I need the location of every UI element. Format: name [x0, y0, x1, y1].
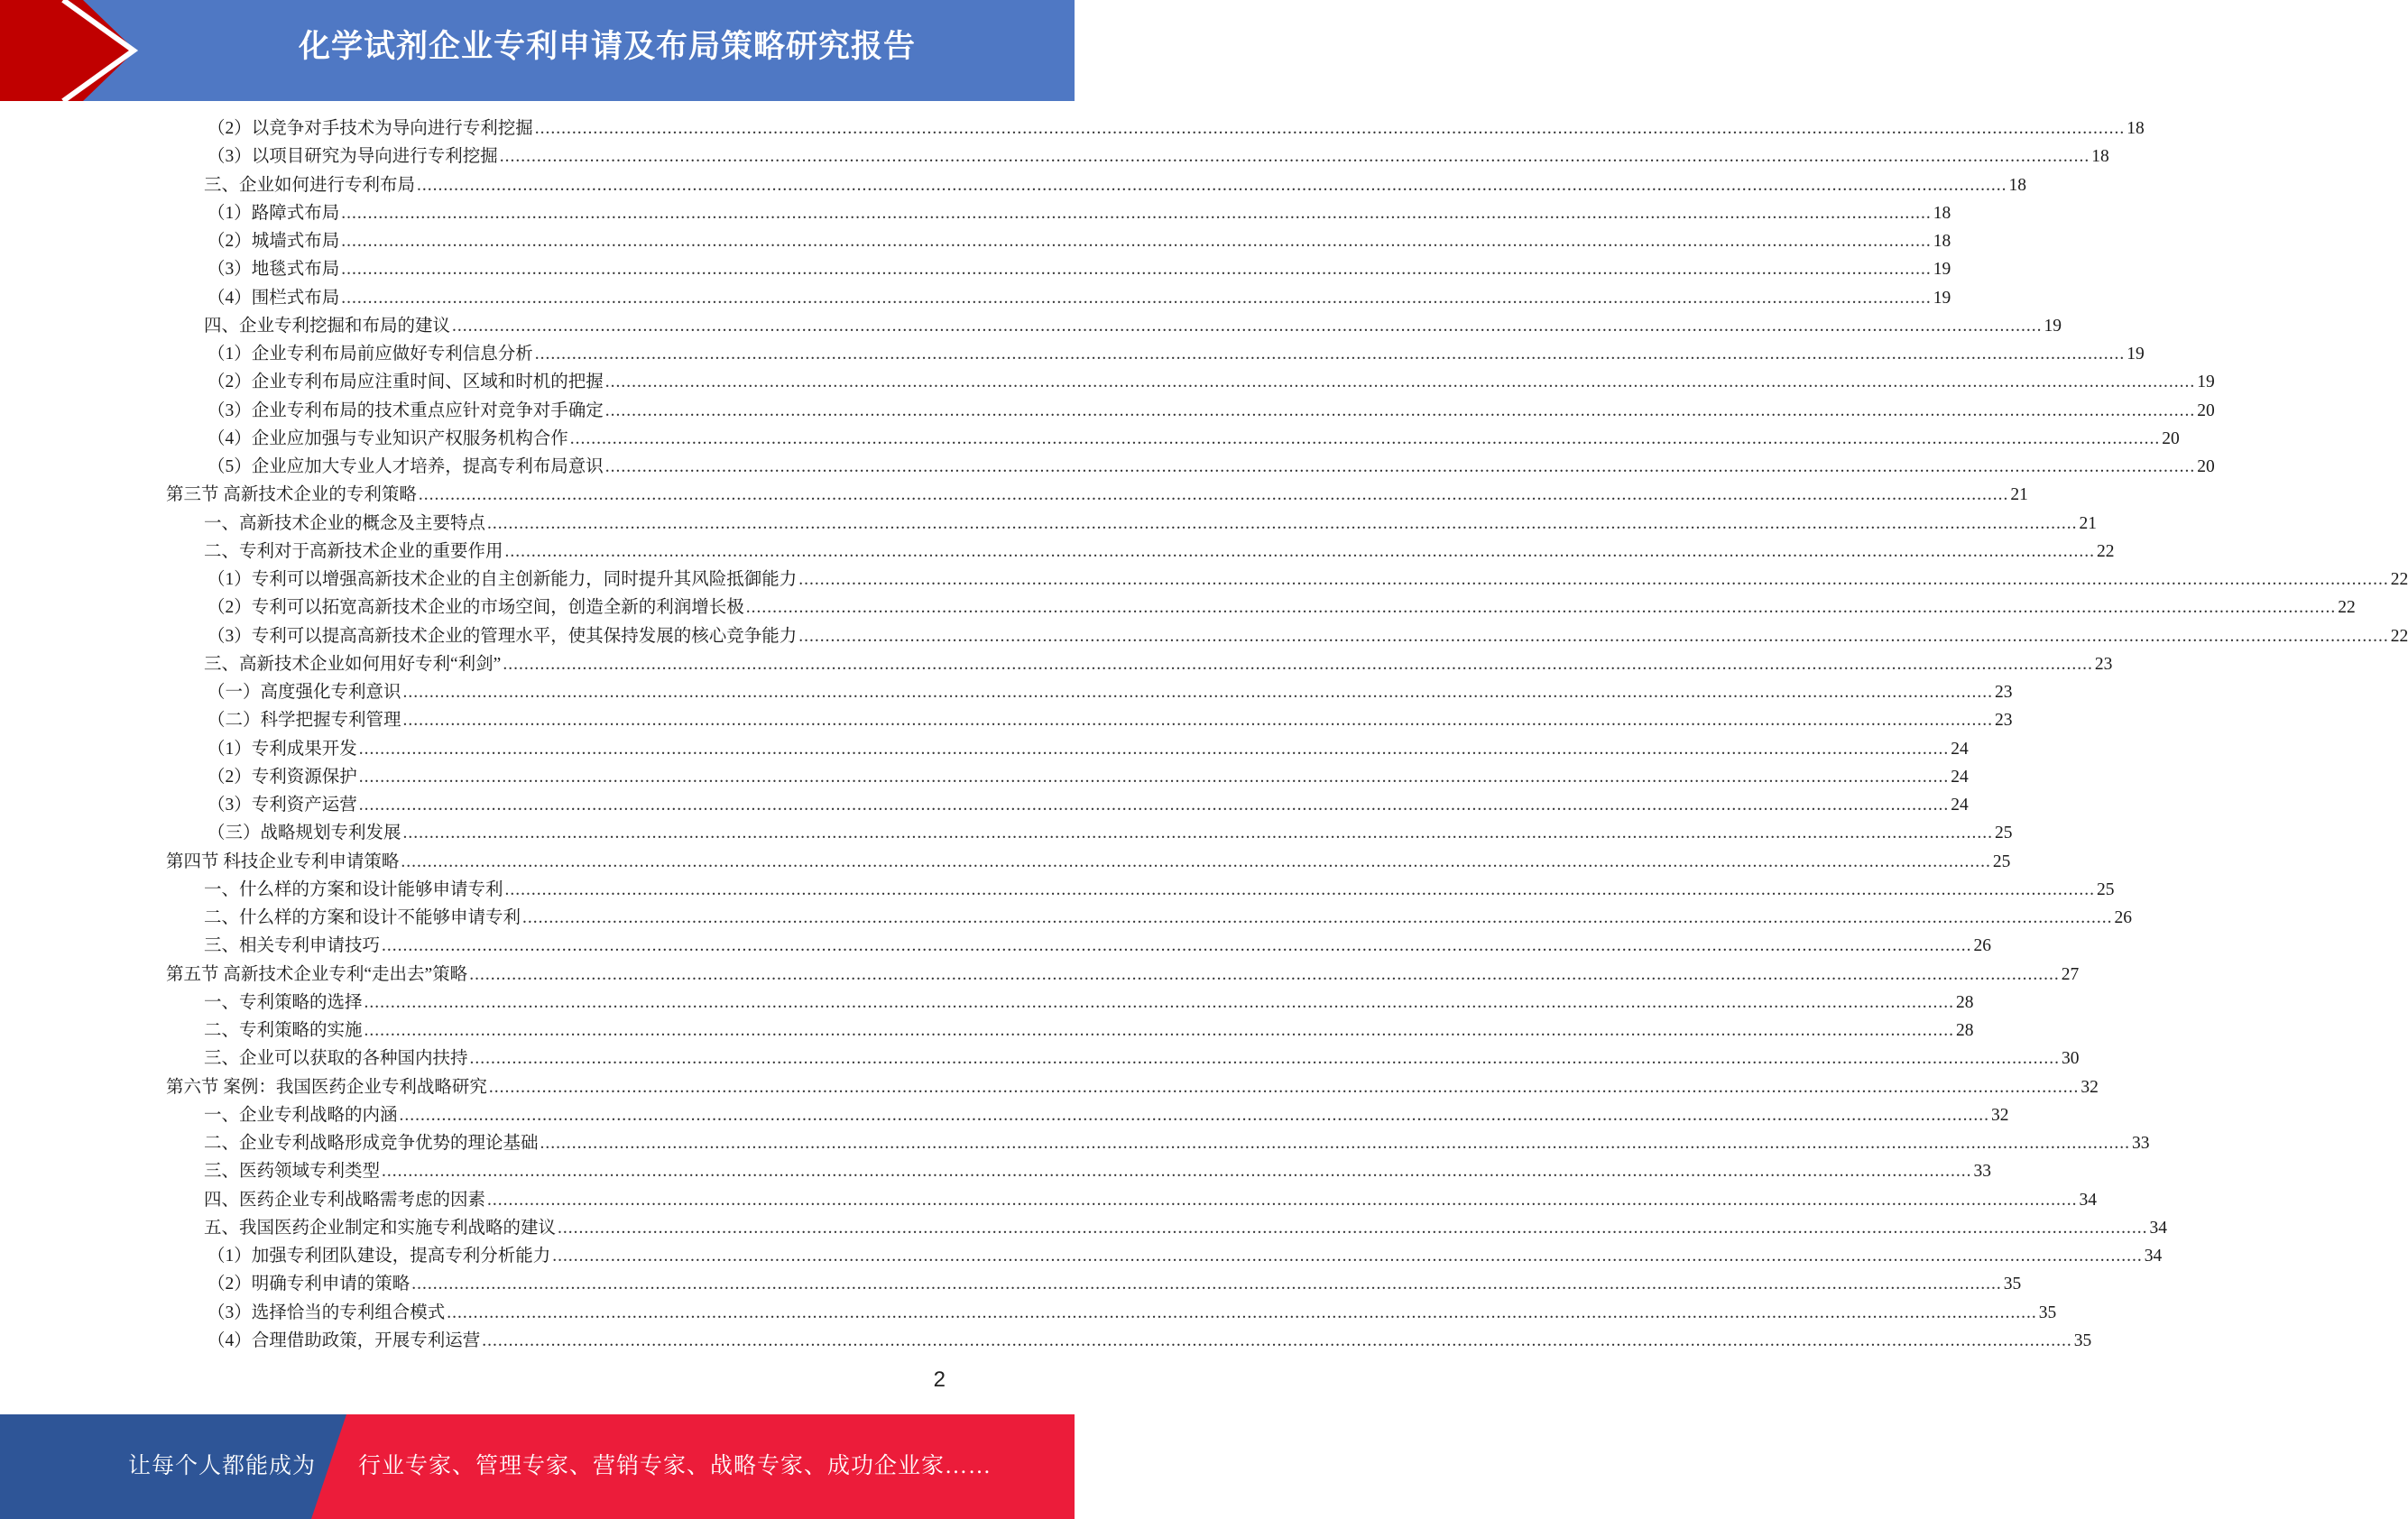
toc-entry[interactable]	[208, 566, 2408, 594]
toc-entry-label: 一、专利策略的选择	[204, 992, 363, 1012]
toc-entry-label: 第五节 高新技术企业专利“走出去”策略	[166, 964, 468, 984]
toc-entry-label: （3）专利资产运营	[208, 796, 357, 815]
toc-entry-label: （1）路障式布局	[208, 203, 340, 223]
toc-entry[interactable]	[208, 397, 2215, 425]
toc-entry[interactable]	[208, 763, 1969, 791]
toc-entry-page: 20	[2197, 400, 2215, 420]
toc-entry-page: 25	[1995, 824, 2013, 843]
toc-leader-dots: ............................................................................................................................................................................................................................................................................................................	[341, 288, 1932, 308]
toc-entry-label: 一、什么样的方案和设计能够申请专利	[204, 879, 503, 899]
toc-entry[interactable]	[208, 791, 1969, 819]
toc-entry-page: 26	[2114, 908, 2133, 927]
toc-entry-page: 19	[2044, 316, 2062, 336]
toc-leader-dots: ............................................................................................................................................................................................................................................................................................................	[402, 824, 1994, 843]
toc-entry-label: （3）企业专利布局的技术重点应针对竞争对手确定	[208, 400, 604, 420]
toc-leader-dots: ............................................................................................................................................................................................................................................................................................................	[534, 345, 2126, 364]
toc-entry-page: 22	[2390, 626, 2408, 646]
toc-entry-page: 20	[2162, 428, 2180, 448]
toc-entry[interactable]	[204, 1045, 2080, 1073]
toc-entry-label: 三、企业可以获取的各种国内扶持	[204, 1049, 468, 1069]
toc-entry-page: 24	[1951, 739, 1969, 759]
toc-entry-page: 19	[1933, 288, 1951, 308]
toc-leader-dots: ............................................................................................................................................................................................................................................................................................................	[569, 428, 2161, 448]
toc-entry[interactable]	[208, 453, 2215, 481]
toc-leader-dots: ............................................................................................................................................................................................................................................................................................................	[499, 147, 2090, 167]
toc-entry[interactable]	[208, 143, 2109, 170]
toc-entry-page: 18	[2127, 119, 2145, 138]
toc-entry[interactable]	[208, 819, 2013, 847]
toc-leader-dots: ............................................................................................................................................................................................................................................................................................................	[540, 1134, 2131, 1153]
toc-leader-dots: ............................................................................................................................................................................................................................................................................................................	[604, 373, 2196, 392]
toc-entry-label: 第六节 案例：我国医药企业专利战略研究	[166, 1077, 487, 1097]
toc-entry[interactable]	[204, 989, 1974, 1017]
toc-entry-label: 二、什么样的方案和设计不能够申请专利	[204, 908, 521, 927]
toc-entry-page: 28	[1956, 992, 1974, 1012]
toc-entry-label: （一）高度强化专利意识	[208, 683, 401, 702]
toc-leader-dots: ............................................................................................................................................................................................................................................................................................................	[402, 711, 1994, 731]
toc-leader-dots: ............................................................................................................................................................................................................................................................................................................	[382, 1162, 1972, 1182]
toc-entry[interactable]	[208, 622, 2408, 650]
toc-entry[interactable]	[204, 932, 1992, 960]
toc-entry[interactable]	[204, 1101, 2009, 1129]
toc-entry-label: 四、企业专利挖掘和布局的建议	[204, 316, 451, 336]
toc-leader-dots: ............................................................................................................................................................................................................................................................................................................	[402, 683, 1994, 702]
toc-entry-label: （2）专利资源保护	[208, 767, 357, 787]
toc-entry-label: （1）专利可以增强高新技术企业的自主创新能力，同时提升其风险抵御能力	[208, 570, 798, 589]
toc-entry[interactable]	[208, 735, 1969, 763]
toc-entry-label: 二、专利策略的实施	[204, 1021, 363, 1040]
toc-leader-dots: ............................................................................................................................................................................................................................................................................................................	[447, 1303, 2037, 1322]
toc-entry-label: 三、高新技术企业如何用好专利“利剑”	[204, 654, 502, 674]
toc-leader-dots: ............................................................................................................................................................................................................................................................................................................	[401, 852, 1991, 871]
toc-entry[interactable]	[204, 876, 2115, 904]
toc-entry-page: 21	[2010, 485, 2028, 505]
toc-entry-page: 28	[1956, 1021, 1974, 1040]
toc-leader-dots: ............................................................................................................................................................................................................................................................................................................	[364, 1021, 1955, 1040]
toc-entry-label: （4）合理借助政策，开展专利运营	[208, 1330, 481, 1350]
toc-leader-dots: ............................................................................................................................................................................................................................................................................................................	[503, 654, 2093, 674]
toc-entry-label: 五、我国医药企业制定和实施专利战略的建议	[204, 1218, 557, 1238]
toc-leader-dots: ............................................................................................................................................................................................................................................................................................................	[418, 485, 2009, 505]
toc-entry[interactable]	[208, 1327, 2092, 1355]
toc-entry-page: 18	[1933, 232, 1951, 251]
toc-entry-label: （2）专利可以拓宽高新技术企业的市场空间，创造全新的利润增长极	[208, 598, 744, 618]
toc-entry[interactable]	[208, 199, 1951, 227]
toc-entry-page: 35	[2038, 1303, 2057, 1322]
toc-entry-page: 21	[2079, 513, 2098, 533]
page-number: 2	[933, 1367, 946, 1392]
toc-entry-label: （1）加强专利团队建设，提高专利分析能力	[208, 1247, 551, 1266]
toc-leader-dots: ............................................................................................................................................................................................................................................................................................................	[604, 457, 2196, 476]
toc-entry-page: 33	[1973, 1162, 1992, 1182]
toc-entry-label: （二）科学把握专利管理	[208, 711, 401, 731]
toc-entry-page: 22	[2390, 570, 2408, 589]
toc-leader-dots: ............................................................................................................................................................................................................................................................................................................	[469, 964, 2060, 984]
toc-entry-page: 23	[2094, 654, 2113, 674]
toc-entry-label: 三、企业如何进行专利布局	[204, 175, 416, 195]
toc-leader-dots: ............................................................................................................................................................................................................................................................................................................	[417, 175, 2007, 195]
toc-leader-dots: ............................................................................................................................................................................................................................................................................................................	[482, 1330, 2072, 1350]
toc-entry-page: 19	[2197, 373, 2215, 392]
toc-entry[interactable]	[208, 706, 2013, 734]
toc-entry-page: 18	[2008, 175, 2027, 195]
document-title: 化学试剂企业专利申请及布局策略研究报告	[298, 29, 916, 65]
toc-entry-page: 32	[2080, 1077, 2099, 1097]
toc-entry-label: （3）地毯式布局	[208, 260, 340, 280]
toc-entry-label: 三、医药领域专利类型	[204, 1162, 381, 1182]
toc-entry[interactable]	[204, 1129, 2150, 1157]
toc-entry-page: 35	[2073, 1330, 2092, 1350]
toc-entry-label: （2）企业专利布局应注重时间、区域和时机的把握	[208, 373, 604, 392]
toc-entry-page: 33	[2132, 1134, 2150, 1153]
toc-leader-dots: ............................................................................................................................................................................................................................................................................................................	[358, 767, 1950, 787]
toc-leader-dots: ............................................................................................................................................................................................................................................................................................................	[522, 908, 2113, 927]
toc-entry[interactable]	[208, 284, 1951, 312]
toc-entry-label: 四、医药企业专利战略需考虑的因素	[204, 1190, 486, 1210]
toc-entry[interactable]	[204, 510, 2098, 538]
toc-entry-label: （2）城墙式布局	[208, 232, 340, 251]
toc-entry-label: 一、高新技术企业的概念及主要特点	[204, 513, 486, 533]
toc-entry[interactable]	[208, 594, 2356, 621]
toc-entry[interactable]	[204, 1186, 2098, 1214]
toc-leader-dots: ............................................................................................................................................................................................................................................................................................................	[604, 400, 2196, 420]
toc-entry-page: 19	[2127, 345, 2145, 364]
toc-leader-dots: ............................................................................................................................................................................................................................................................................................................	[504, 879, 2096, 899]
toc-leader-dots: ............................................................................................................................................................................................................................................................................................................	[745, 598, 2337, 618]
toc-entry-page: 18	[1933, 203, 1951, 223]
toc-entry-page: 32	[1991, 1105, 2009, 1125]
toc-entry-label: （3）专利可以提高高新技术企业的管理水平，使其保持发展的核心竞争能力	[208, 626, 798, 646]
toc-entry[interactable]	[166, 961, 2080, 989]
toc-entry-label: （三）战略规划专利发展	[208, 824, 401, 843]
toc-entry[interactable]	[204, 1017, 1974, 1045]
toc-leader-dots: ............................................................................................................................................................................................................................................................................................................	[382, 936, 1972, 956]
footer-slogan-right: 行业专家、管理专家、营销专家、战略专家、成功企业家……	[358, 1454, 992, 1478]
toc-entry-page: 26	[1973, 936, 1992, 956]
toc-leader-dots: ............................................................................................................................................................................................................................................................................................................	[552, 1247, 2143, 1266]
page-header	[0, 0, 1075, 101]
toc-entry-page: 23	[1995, 711, 2013, 731]
toc-entry-page: 27	[2061, 964, 2080, 984]
toc-entry[interactable]	[204, 904, 2133, 932]
toc-entry-label: （1）企业专利布局前应做好专利信息分析	[208, 345, 533, 364]
toc-entry[interactable]	[204, 171, 2027, 199]
toc-entry-page: 18	[2091, 147, 2109, 167]
toc-entry[interactable]	[208, 227, 1951, 255]
toc-entry-label: （3）以项目研究为导向进行专利挖掘	[208, 147, 498, 167]
toc-entry[interactable]	[208, 368, 2215, 396]
toc-entry-label: 三、相关专利申请技巧	[204, 936, 381, 956]
toc-entry[interactable]	[208, 340, 2145, 368]
toc-entry-label: （1）专利成果开发	[208, 739, 357, 759]
toc-entry[interactable]	[208, 678, 2013, 706]
toc-entry[interactable]	[208, 1242, 2163, 1270]
toc-entry-label: （4）企业应加强与专业知识产权服务机构合作	[208, 428, 568, 448]
toc-entry-page: 24	[1951, 767, 1969, 787]
toc-entry-page: 24	[1951, 796, 1969, 815]
toc-leader-dots: ............................................................................................................................................................................................................................................................................................................	[487, 1190, 2078, 1210]
toc-entry-label: 一、企业专利战略的内涵	[204, 1105, 398, 1125]
toc-leader-dots: ............................................................................................................................................................................................................................................................................................................	[558, 1218, 2148, 1238]
toc-leader-dots: ............................................................................................................................................................................................................................................................................................................	[364, 992, 1955, 1012]
toc-leader-dots: ............................................................................................................................................................................................................................................................................................................	[504, 541, 2096, 561]
toc-leader-dots: ............................................................................................................................................................................................................................................................................................................	[452, 316, 2043, 336]
toc-entry-page: 25	[1992, 852, 2011, 871]
toc-entry-page: 23	[1995, 683, 2013, 702]
toc-entry[interactable]	[166, 481, 2028, 509]
toc-entry[interactable]	[208, 425, 2180, 453]
toc-entry-label: （5）企业应加大专业人才培养，提高专利布局意识	[208, 457, 604, 476]
toc-entry-page: 25	[2097, 879, 2115, 899]
toc-entry-page: 34	[2144, 1247, 2163, 1266]
toc-entry[interactable]	[204, 312, 2062, 340]
toc-leader-dots: ............................................................................................................................................................................................................................................................................................................	[411, 1275, 2002, 1294]
toc-leader-dots: ............................................................................................................................................................................................................................................................................................................	[469, 1049, 2061, 1069]
toc-leader-dots: ............................................................................................................................................................................................................................................................................................................	[399, 1105, 1990, 1125]
toc-leader-dots: ............................................................................................................................................................................................................................................................................................................	[358, 739, 1950, 759]
toc-entry-page: 35	[2003, 1275, 2022, 1294]
toc-leader-dots: ............................................................................................................................................................................................................................................................................................................	[487, 513, 2078, 533]
page-footer	[0, 1414, 1075, 1519]
toc-entry[interactable]	[208, 255, 1951, 283]
toc-leader-dots: ............................................................................................................................................................................................................................................................................................................	[488, 1077, 2080, 1097]
toc-entry-label: 二、企业专利战略形成竞争优势的理论基础	[204, 1134, 539, 1153]
toc-entry-label: （2）以竞争对手技术为导向进行专利挖掘	[208, 119, 533, 138]
toc-leader-dots: ............................................................................................................................................................................................................................................................................................................	[341, 203, 1932, 223]
toc-leader-dots: ............................................................................................................................................................................................................................................................................................................	[358, 796, 1950, 815]
toc-leader-dots: ............................................................................................................................................................................................................................................................................................................	[341, 260, 1932, 280]
toc-entry-page: 34	[2079, 1190, 2098, 1210]
toc-leader-dots: ............................................................................................................................................................................................................................................................................................................	[534, 119, 2126, 138]
toc-entry-label: 第四节 科技企业专利申请策略	[166, 852, 400, 871]
toc-entry[interactable]	[204, 538, 2115, 566]
toc-entry-label: （4）围栏式布局	[208, 288, 340, 308]
toc-leader-dots: ............................................................................................................................................................................................................................................................................................................	[798, 626, 2389, 646]
toc-entry[interactable]	[208, 1270, 2022, 1298]
toc-entry-label: 二、专利对于高新技术企业的重要作用	[204, 541, 503, 561]
toc-entry-page: 30	[2062, 1049, 2080, 1069]
toc-leader-dots: ............................................................................................................................................................................................................................................................................................................	[798, 570, 2389, 589]
toc-entry[interactable]	[208, 115, 2145, 143]
toc-entry-page: 19	[1933, 260, 1951, 280]
toc-entry[interactable]	[204, 1157, 1992, 1185]
toc-entry[interactable]	[166, 848, 2011, 876]
toc-entry-page: 22	[2338, 598, 2356, 618]
toc-entry[interactable]	[204, 650, 2113, 678]
toc-entry-label: 第三节 高新技术企业的专利策略	[166, 485, 417, 505]
toc-entry[interactable]	[208, 1299, 2057, 1327]
toc-entry-page: 20	[2197, 457, 2215, 476]
toc-entry-page: 22	[2097, 541, 2115, 561]
toc-leader-dots: ............................................................................................................................................................................................................................................................................................................	[341, 232, 1932, 251]
toc-entry[interactable]	[204, 1214, 2168, 1242]
footer-slogan-left: 让每个人都能成为	[128, 1454, 317, 1478]
toc-entry-label: （3）选择恰当的专利组合模式	[208, 1303, 446, 1322]
toc-entry[interactable]	[166, 1073, 2099, 1101]
toc-entry-label: （2）明确专利申请的策略	[208, 1275, 411, 1294]
toc-entry-page: 34	[2149, 1218, 2168, 1238]
